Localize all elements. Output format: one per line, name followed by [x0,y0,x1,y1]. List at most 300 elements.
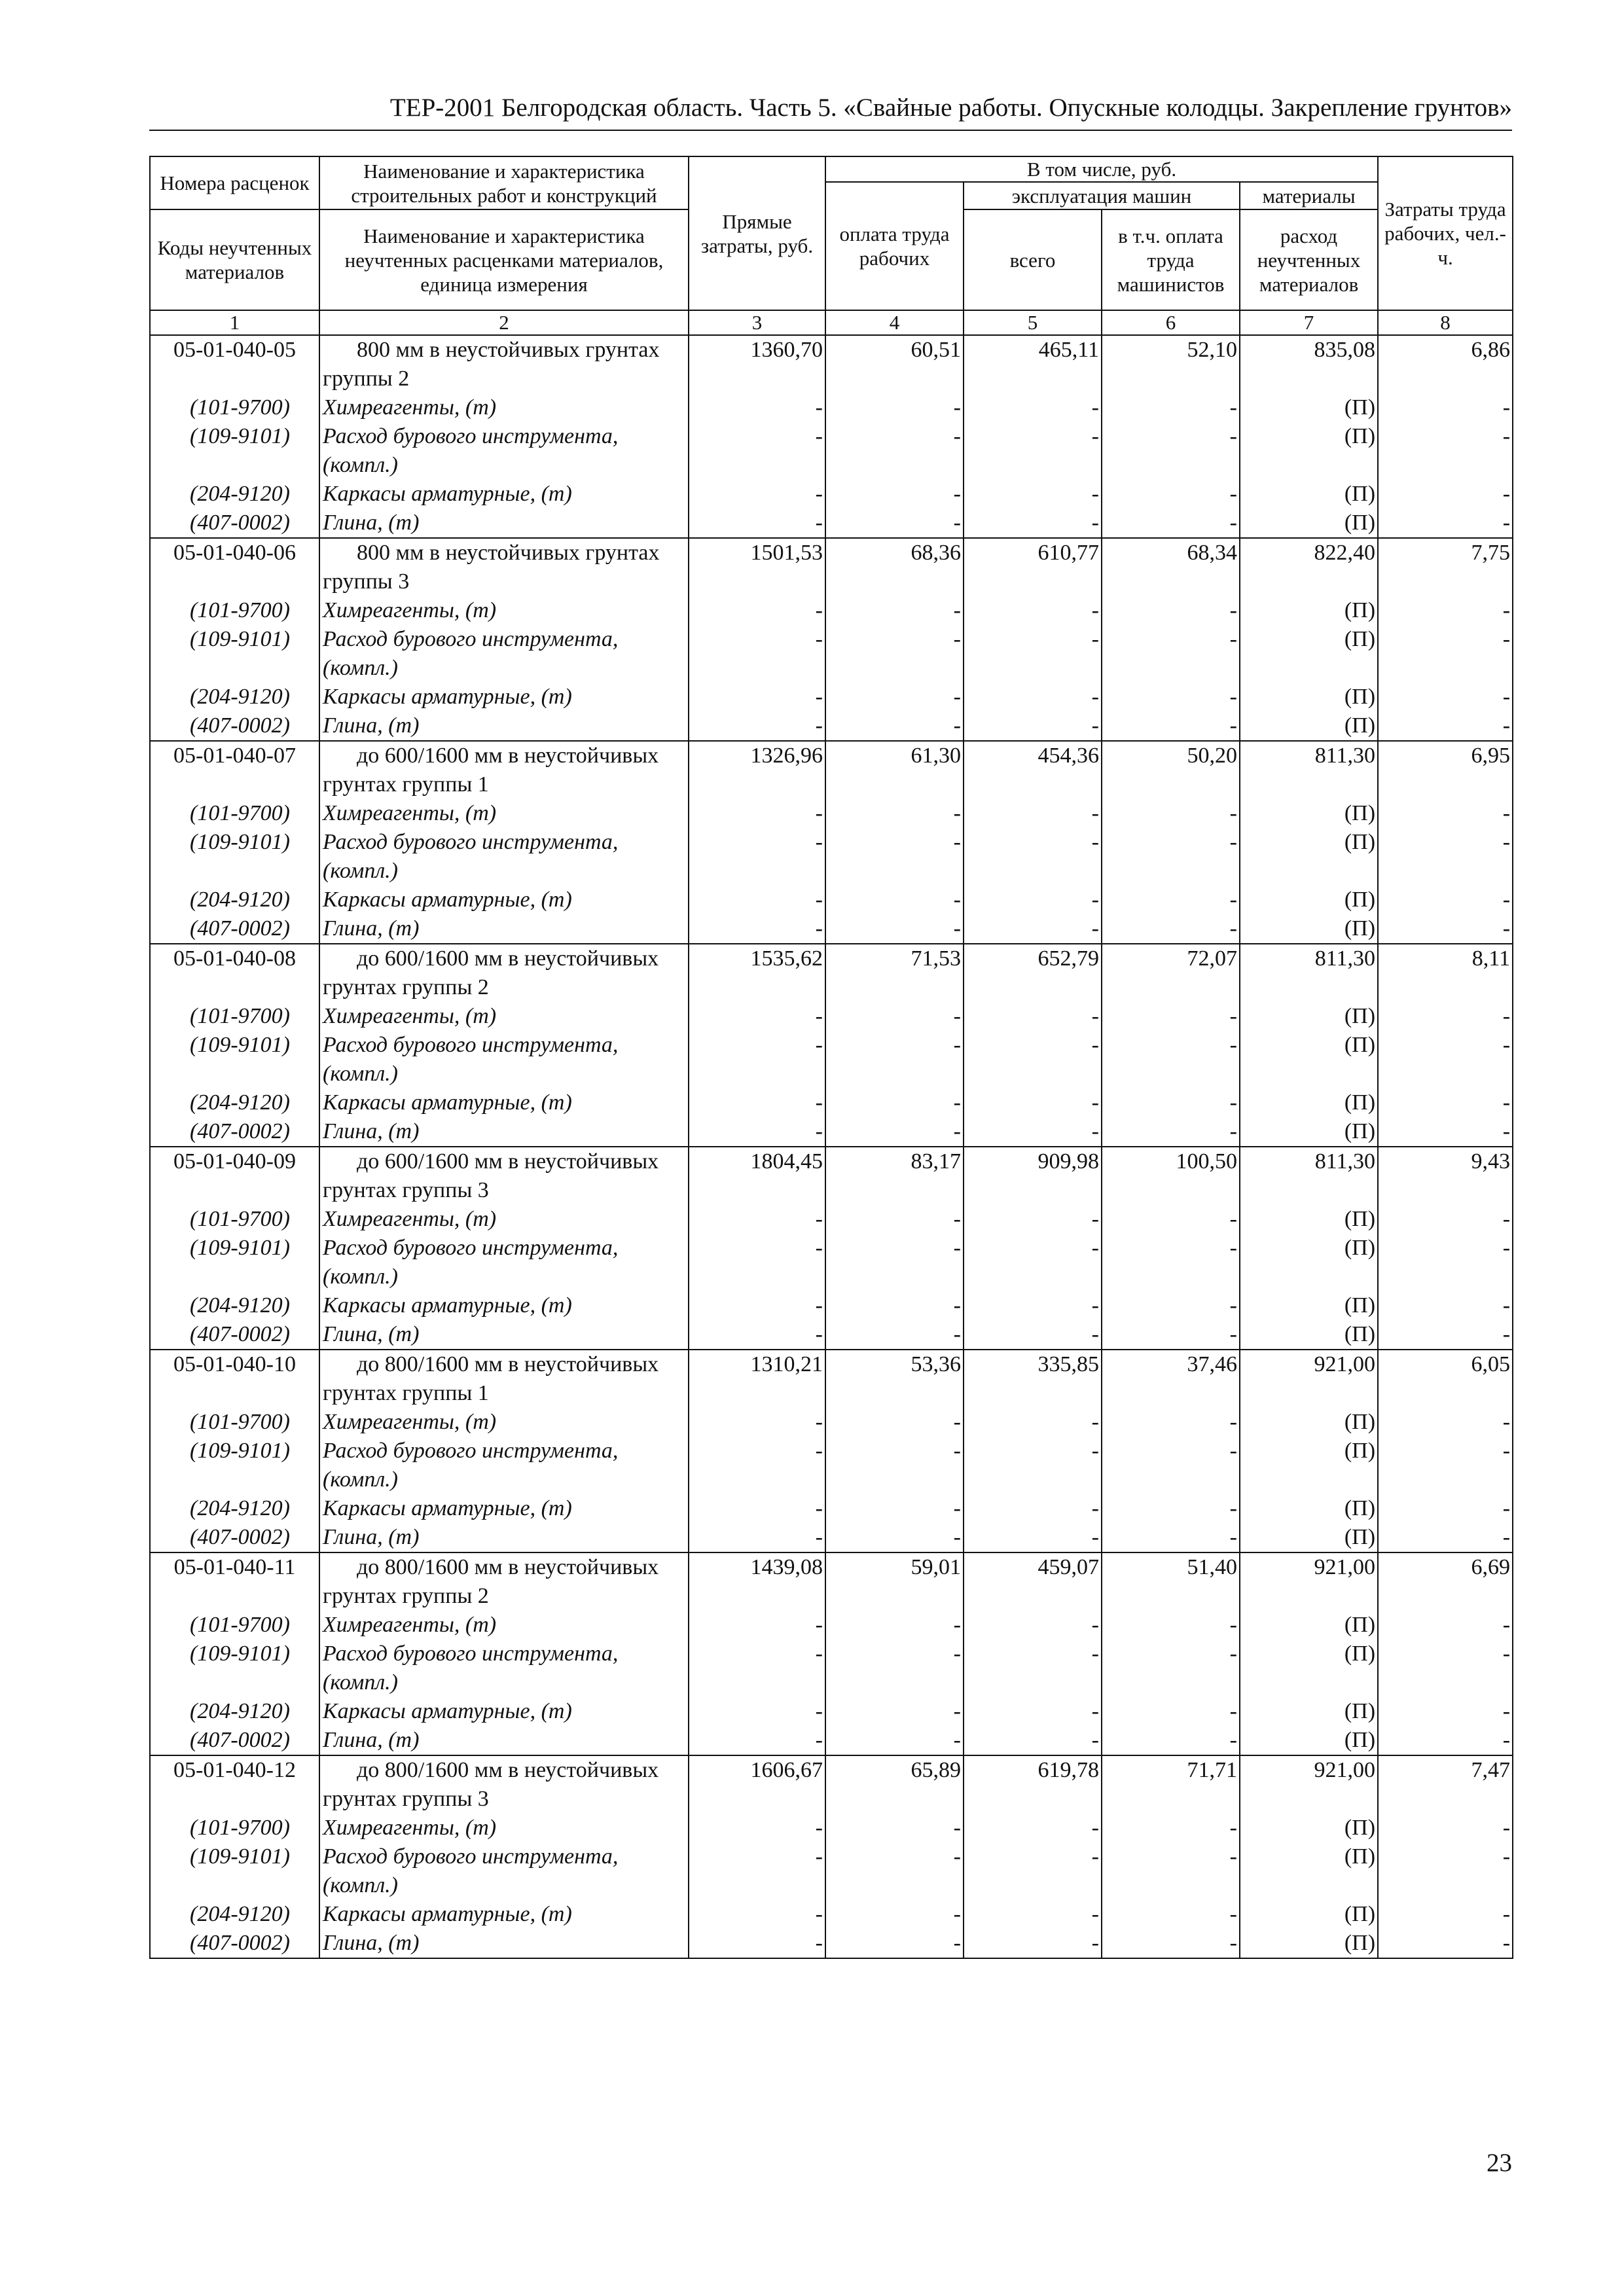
dash-value: - [964,1842,1102,1900]
dash-value: - [1102,1234,1240,1291]
material-code: (109-9101) [150,1031,319,1088]
material-unknown-mark: (П) [1240,1088,1378,1117]
material-name: Каркасы арматурные, (т) [319,886,689,914]
dash-value: - [689,1117,825,1147]
rate-code: 05-01-040-10 [150,1350,319,1408]
machine-cost: 619,78 [964,1755,1102,1814]
dash-value: - [1378,1523,1513,1552]
dash-value: - [964,422,1102,480]
dash-value: - [689,1523,825,1552]
material-name: Расход бурового инструмента, (компл.) [319,1842,689,1900]
material-code: (101-9700) [150,1205,319,1234]
material-row [150,683,1513,711]
dash-value: - [689,1929,825,1958]
material-unknown-mark: (П) [1240,1726,1378,1755]
rate-entry-row [150,741,1513,799]
material-unknown-mark: (П) [1240,393,1378,422]
dash-value: - [964,1291,1102,1320]
dash-value: - [1378,1726,1513,1755]
labor-hours: 6,86 [1378,335,1513,393]
rate-name: до 800/1600 мм в неустойчивых грунтах группы 2 [323,1555,659,1608]
material-unknown-mark: (П) [1240,1640,1378,1697]
machine-cost: 335,85 [964,1350,1102,1408]
material-code: (101-9700) [150,799,319,828]
material-unknown-mark: (П) [1240,625,1378,683]
dash-value: - [964,1320,1102,1350]
dash-value: - [1102,1031,1240,1088]
material-code: (101-9700) [150,393,319,422]
material-code: (407-0002) [150,1726,319,1755]
dash-value: - [1102,683,1240,711]
material-row [150,1611,1513,1640]
dash-value: - [1102,1320,1240,1350]
dash-value: - [689,886,825,914]
dash-value: - [1378,1031,1513,1088]
material-row [150,886,1513,914]
header-oplata: оплата труда рабочих [825,182,964,310]
labor-hours: 8,11 [1378,944,1513,1002]
material-code: (109-9101) [150,1640,319,1697]
rate-entry-row [150,335,1513,393]
dash-value: - [964,480,1102,509]
dash-value: - [1102,1842,1240,1900]
material-name: Химреагенты, (т) [319,393,689,422]
header-rashod: расход неучтенных материалов [1240,209,1378,310]
dash-value: - [689,1842,825,1900]
dash-value: - [1102,596,1240,625]
dash-value: - [964,1900,1102,1929]
dash-value: - [964,1814,1102,1842]
material-unknown-mark: (П) [1240,1205,1378,1234]
material-unknown-mark: (П) [1240,1842,1378,1900]
material-code: (109-9101) [150,1842,319,1900]
material-row [150,1726,1513,1755]
dash-value: - [964,1031,1102,1088]
rate-name-cell [319,1350,689,1408]
materials-cost: 811,30 [1240,944,1378,1002]
material-code: (204-9120) [150,886,319,914]
header-vtch: в т.ч. оплата труда машинистов [1102,209,1240,310]
labor-cost: 61,30 [825,741,964,799]
header-naimen: Наименование и характеристика строительных работ и конструкций [319,156,689,209]
dash-value: - [1102,1088,1240,1117]
dash-value: - [1378,914,1513,944]
labor-hours: 6,69 [1378,1552,1513,1611]
dash-value: - [825,509,964,538]
dash-value: - [964,1408,1102,1437]
dash-value: - [825,1088,964,1117]
dash-value: - [825,1523,964,1552]
direct-cost: 1310,21 [689,1350,825,1408]
header-kody: Коды неучтенных материалов [150,209,319,310]
material-unknown-mark: (П) [1240,1031,1378,1088]
dash-value: - [689,1494,825,1523]
dash-value: - [825,1726,964,1755]
material-name: Глина, (т) [319,1117,689,1147]
material-name: Глина, (т) [319,1320,689,1350]
machinist-labor-cost: 37,46 [1102,1350,1240,1408]
rate-code: 05-01-040-09 [150,1147,319,1205]
dash-value: - [825,1611,964,1640]
material-row [150,1320,1513,1350]
dash-value: - [689,1002,825,1031]
material-unknown-mark: (П) [1240,509,1378,538]
material-code: (204-9120) [150,480,319,509]
material-unknown-mark: (П) [1240,1523,1378,1552]
rate-name-cell [319,1552,689,1611]
rates-body [150,335,1513,1958]
dash-value: - [1378,1611,1513,1640]
col-number: 8 [1378,310,1513,335]
dash-value: - [1378,683,1513,711]
labor-hours: 6,95 [1378,741,1513,799]
dash-value: - [689,1205,825,1234]
dash-value: - [1102,393,1240,422]
dash-value: - [689,1291,825,1320]
material-code: (101-9700) [150,1814,319,1842]
dash-value: - [1102,1726,1240,1755]
dash-value: - [964,596,1102,625]
labor-hours: 9,43 [1378,1147,1513,1205]
materials-cost: 811,30 [1240,741,1378,799]
material-name: Глина, (т) [319,1726,689,1755]
materials-cost: 811,30 [1240,1147,1378,1205]
dash-value: - [1102,1814,1240,1842]
dash-value: - [1102,1205,1240,1234]
material-row [150,1234,1513,1291]
material-row [150,393,1513,422]
direct-cost: 1606,67 [689,1755,825,1814]
labor-cost: 68,36 [825,538,964,596]
dash-value: - [825,1234,964,1291]
header-rule [149,130,1512,131]
dash-value: - [1378,1900,1513,1929]
dash-value: - [825,799,964,828]
material-row [150,1842,1513,1900]
dash-value: - [825,1929,964,1958]
rate-entry-row [150,1350,1513,1408]
material-name: Химреагенты, (т) [319,1408,689,1437]
material-code: (101-9700) [150,1002,319,1031]
material-name: Расход бурового инструмента, (компл.) [319,422,689,480]
dash-value: - [825,1117,964,1147]
header-pryamye: Прямые затраты, руб. [689,156,825,310]
dash-value: - [825,1002,964,1031]
dash-value: - [825,1291,964,1320]
dash-value: - [964,1234,1102,1291]
material-unknown-mark: (П) [1240,914,1378,944]
labor-cost: 60,51 [825,335,964,393]
material-unknown-mark: (П) [1240,1611,1378,1640]
dash-value: - [1378,1234,1513,1291]
dash-value: - [964,886,1102,914]
header-naimen2: Наименование и характеристика неучтенных расценками материалов, единица измерения [319,209,689,310]
dash-value: - [964,393,1102,422]
dash-value: - [1378,422,1513,480]
dash-value: - [689,1640,825,1697]
machinist-labor-cost: 100,50 [1102,1147,1240,1205]
material-row [150,1929,1513,1958]
dash-value: - [1378,1408,1513,1437]
dash-value: - [1378,1929,1513,1958]
material-name: Химреагенты, (т) [319,596,689,625]
material-row [150,1408,1513,1437]
dash-value: - [964,914,1102,944]
rate-name-cell [319,1755,689,1814]
dash-value: - [1378,1002,1513,1031]
material-row [150,1697,1513,1726]
machine-cost: 465,11 [964,335,1102,393]
dash-value: - [964,1117,1102,1147]
dash-value: - [1102,1900,1240,1929]
material-row [150,1437,1513,1494]
dash-value: - [964,509,1102,538]
dash-value: - [1378,1205,1513,1234]
material-row [150,1117,1513,1147]
dash-value: - [825,625,964,683]
dash-value: - [825,1031,964,1088]
dash-value: - [825,1640,964,1697]
material-name: Глина, (т) [319,1523,689,1552]
dash-value: - [1378,596,1513,625]
material-code: (109-9101) [150,1437,319,1494]
col-number: 2 [319,310,689,335]
dash-value: - [1378,1320,1513,1350]
header-vsego: всего [964,209,1102,310]
material-code: (204-9120) [150,683,319,711]
col-number: 4 [825,310,964,335]
dash-value: - [1378,1697,1513,1726]
material-unknown-mark: (П) [1240,1697,1378,1726]
rate-entry-row [150,1147,1513,1205]
material-code: (204-9120) [150,1494,319,1523]
direct-cost: 1804,45 [689,1147,825,1205]
material-unknown-mark: (П) [1240,1437,1378,1494]
rate-name: 800 мм в неустойчивых грунтах группы 3 [323,541,660,594]
dash-value: - [964,1523,1102,1552]
rate-code: 05-01-040-08 [150,944,319,1002]
dash-value: - [1102,1523,1240,1552]
dash-value: - [1102,625,1240,683]
rate-name: до 800/1600 мм в неустойчивых грунтах группы 3 [323,1758,659,1811]
dash-value: - [1102,1437,1240,1494]
material-unknown-mark: (П) [1240,1291,1378,1320]
header-materialy: материалы [1240,182,1378,209]
dash-value: - [1378,1437,1513,1494]
labor-hours: 6,05 [1378,1350,1513,1408]
labor-cost: 71,53 [825,944,964,1002]
dash-value: - [1378,1494,1513,1523]
dash-value: - [1378,393,1513,422]
material-name: Химреагенты, (т) [319,1002,689,1031]
material-code: (204-9120) [150,1697,319,1726]
dash-value: - [689,480,825,509]
materials-cost: 921,00 [1240,1552,1378,1611]
material-code: (109-9101) [150,828,319,886]
rate-name-cell [319,335,689,393]
dash-value: - [825,422,964,480]
direct-cost: 1439,08 [689,1552,825,1611]
material-unknown-mark: (П) [1240,1900,1378,1929]
rate-entry-row [150,538,1513,596]
header-zatraty: Затраты труда рабочих, чел.-ч. [1378,156,1513,310]
rate-code: 05-01-040-06 [150,538,319,596]
dash-value: - [689,1088,825,1117]
dash-value: - [689,1408,825,1437]
material-code: (407-0002) [150,1929,319,1958]
dash-value: - [1378,828,1513,886]
material-unknown-mark: (П) [1240,711,1378,741]
dash-value: - [825,1900,964,1929]
material-row [150,1002,1513,1031]
machinist-labor-cost: 68,34 [1102,538,1240,596]
material-code: (407-0002) [150,1523,319,1552]
material-code: (407-0002) [150,1117,319,1147]
dash-value: - [825,1494,964,1523]
material-row [150,828,1513,886]
dash-value: - [689,1814,825,1842]
labor-cost: 53,36 [825,1350,964,1408]
material-name: Каркасы арматурные, (т) [319,683,689,711]
material-row [150,480,1513,509]
material-code: (109-9101) [150,1234,319,1291]
material-row [150,625,1513,683]
labor-cost: 83,17 [825,1147,964,1205]
dash-value: - [825,1814,964,1842]
material-unknown-mark: (П) [1240,422,1378,480]
dash-value: - [1102,1929,1240,1958]
dash-value: - [1102,422,1240,480]
dash-value: - [689,711,825,741]
rate-entry-row [150,1552,1513,1611]
material-row [150,1031,1513,1088]
material-unknown-mark: (П) [1240,1002,1378,1031]
materials-cost: 822,40 [1240,538,1378,596]
material-unknown-mark: (П) [1240,828,1378,886]
dash-value: - [1102,1494,1240,1523]
dash-value: - [1378,1291,1513,1320]
material-code: (109-9101) [150,625,319,683]
material-row [150,914,1513,944]
material-row [150,596,1513,625]
material-code: (407-0002) [150,509,319,538]
machine-cost: 454,36 [964,741,1102,799]
material-unknown-mark: (П) [1240,480,1378,509]
dash-value: - [689,1031,825,1088]
dash-value: - [1102,886,1240,914]
page-number: 23 [1487,2149,1512,2177]
rate-code: 05-01-040-12 [150,1755,319,1814]
labor-cost: 59,01 [825,1552,964,1611]
dash-value: - [825,914,964,944]
material-unknown-mark: (П) [1240,683,1378,711]
machine-cost: 909,98 [964,1147,1102,1205]
material-name: Расход бурового инструмента, (компл.) [319,1640,689,1697]
dash-value: - [1378,1814,1513,1842]
dash-value: - [825,393,964,422]
dash-value: - [964,1205,1102,1234]
dash-value: - [964,711,1102,741]
material-row [150,711,1513,741]
dash-value: - [964,1611,1102,1640]
rate-entry-row [150,944,1513,1002]
material-unknown-mark: (П) [1240,1494,1378,1523]
dash-value: - [1102,1697,1240,1726]
direct-cost: 1501,53 [689,538,825,596]
material-name: Глина, (т) [319,914,689,944]
material-code: (101-9700) [150,1611,319,1640]
header-ekspl: эксплуатация машин [964,182,1240,209]
material-name: Химреагенты, (т) [319,1205,689,1234]
dash-value: - [1378,480,1513,509]
dash-value: - [825,886,964,914]
dash-value: - [825,1842,964,1900]
labor-cost: 65,89 [825,1755,964,1814]
material-unknown-mark: (П) [1240,1408,1378,1437]
material-code: (407-0002) [150,914,319,944]
material-name: Каркасы арматурные, (т) [319,1291,689,1320]
material-row [150,1291,1513,1320]
dash-value: - [964,1697,1102,1726]
page-header-title: ТЕР-2001 Белгородская область. Часть 5. «Свайные работы. Опускные колодцы. Закрепление грунтов» [389,94,1512,122]
material-name: Каркасы арматурные, (т) [319,1494,689,1523]
material-unknown-mark: (П) [1240,1814,1378,1842]
rate-name: до 600/1600 мм в неустойчивых грунтах группы 3 [323,1149,659,1202]
dash-value: - [825,683,964,711]
machinist-labor-cost: 51,40 [1102,1552,1240,1611]
rate-code: 05-01-040-05 [150,335,319,393]
dash-value: - [1378,1842,1513,1900]
material-unknown-mark: (П) [1240,799,1378,828]
dash-value: - [689,828,825,886]
materials-cost: 835,08 [1240,335,1378,393]
material-name: Расход бурового инструмента, (компл.) [319,1234,689,1291]
dash-value: - [1102,1408,1240,1437]
machine-cost: 459,07 [964,1552,1102,1611]
dash-value: - [1378,799,1513,828]
material-code: (204-9120) [150,1291,319,1320]
rate-code: 05-01-040-11 [150,1552,319,1611]
material-name: Химреагенты, (т) [319,1611,689,1640]
rates-table [149,156,1513,1959]
material-name: Глина, (т) [319,711,689,741]
dash-value: - [1102,1117,1240,1147]
dash-value: - [825,480,964,509]
dash-value: - [964,1640,1102,1697]
material-name: Глина, (т) [319,1929,689,1958]
header-nomera: Номера расценок [150,156,319,209]
material-code: (101-9700) [150,596,319,625]
dash-value: - [1102,509,1240,538]
material-row [150,799,1513,828]
dash-value: - [689,625,825,683]
material-code: (204-9120) [150,1088,319,1117]
col-number: 3 [689,310,825,335]
dash-value: - [964,1088,1102,1117]
dash-value: - [1378,886,1513,914]
dash-value: - [689,393,825,422]
dash-value: - [1378,625,1513,683]
dash-value: - [964,828,1102,886]
col-number: 5 [964,310,1102,335]
material-row [150,1640,1513,1697]
dash-value: - [825,828,964,886]
dash-value: - [1102,1611,1240,1640]
col-number: 6 [1102,310,1240,335]
direct-cost: 1326,96 [689,741,825,799]
rate-name-cell [319,741,689,799]
dash-value: - [689,509,825,538]
